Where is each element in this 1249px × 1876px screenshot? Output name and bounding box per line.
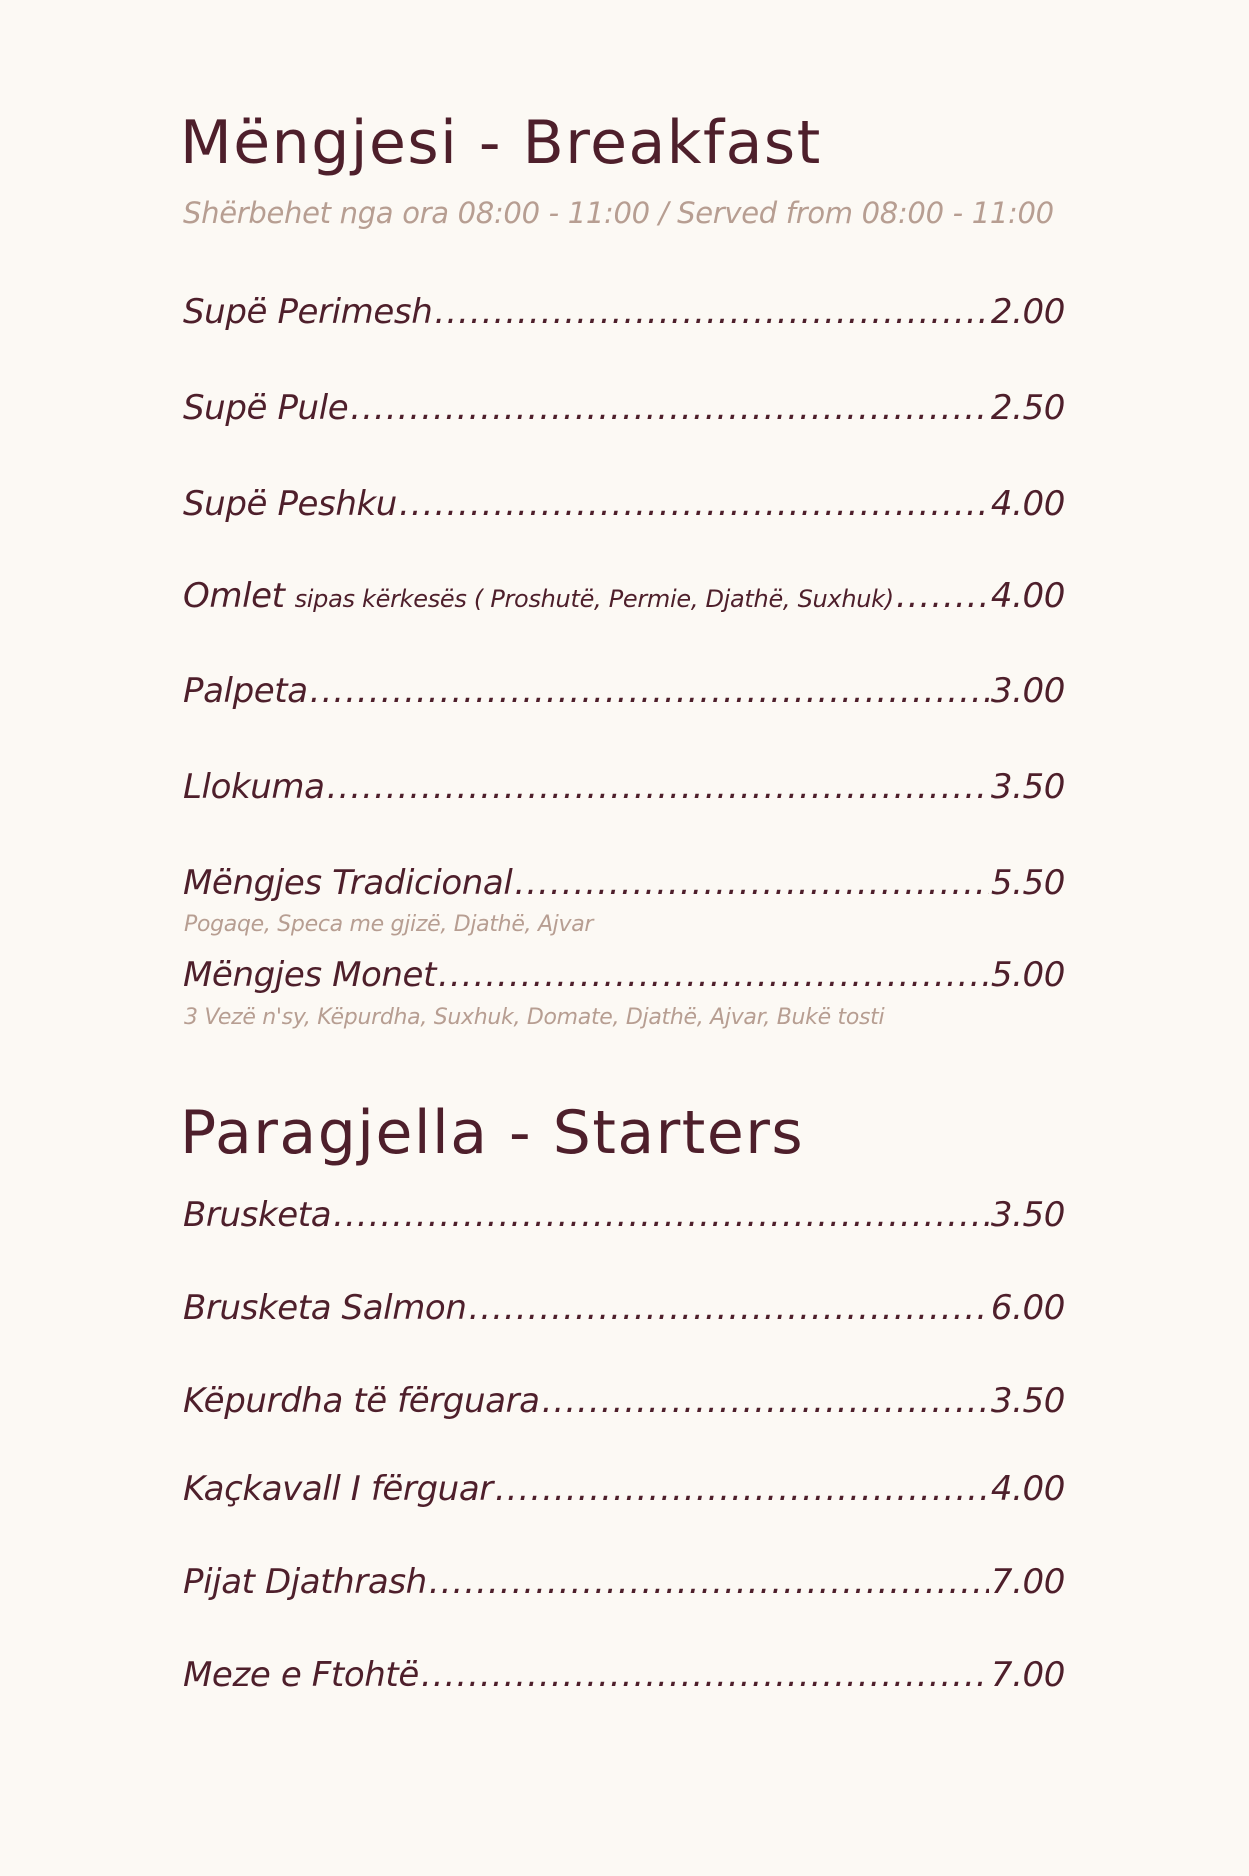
menu-item: [183, 863, 1065, 909]
item-price: 3.00: [990, 671, 1065, 711]
menu-item: [183, 955, 1065, 1001]
dot-leader: [327, 767, 989, 807]
item-name: Supë Pule: [183, 388, 349, 428]
item-price: 3.50: [990, 1381, 1065, 1421]
menu-item: [183, 388, 1065, 434]
item-name: Brusketa: [183, 1195, 332, 1235]
dot-leader: [421, 1655, 989, 1695]
item-price: 3.50: [990, 767, 1065, 807]
menu-item: [183, 1562, 1065, 1608]
menu-item: [183, 1469, 1065, 1515]
item-price: 3.50: [990, 1195, 1065, 1235]
menu-item: [183, 767, 1065, 813]
breakfast-serving-hours: Shërbehet nga ora 08:00 - 11:00 / Served from 08:00 - 11:00: [183, 196, 1054, 230]
item-name: Supë Peshku: [183, 484, 397, 524]
item-note: sipas kërkesës ( Proshutë, Permie, Djathë, Suxhuk): [294, 585, 894, 613]
menu-item: [183, 1655, 1065, 1701]
item-name: Brusketa Salmon: [183, 1288, 467, 1328]
item-name: Omlet: [183, 576, 285, 616]
item-price: 2.50: [990, 388, 1065, 428]
item-name: Supë Perimesh: [183, 292, 433, 332]
item-price: 7.00: [990, 1655, 1065, 1695]
item-name: Mëngjes Tradicional: [183, 863, 513, 903]
item-price: 4.00: [990, 1469, 1065, 1509]
item-name: Këpurdha të fërguara: [183, 1381, 540, 1421]
dot-leader: [514, 863, 988, 903]
item-price: 6.00: [990, 1288, 1065, 1328]
dot-leader: [399, 484, 989, 524]
dot-leader: [429, 1562, 989, 1602]
item-name: Palpeta: [183, 671, 308, 711]
item-name: Pijat Djathrash: [183, 1562, 427, 1602]
dot-leader: [438, 955, 989, 995]
dot-leader: [495, 1469, 989, 1509]
dot-leader: [310, 671, 989, 711]
breakfast-section-title: Mëngjesi - Breakfast: [180, 108, 822, 178]
item-name: Kaçkavall I fërguar: [183, 1469, 493, 1509]
item-price: 7.00: [990, 1562, 1065, 1602]
item-price: 4.00: [990, 576, 1065, 616]
item-price: 5.50: [990, 863, 1065, 903]
item-name: Mëngjes Monet: [183, 955, 437, 995]
menu-item: [183, 484, 1065, 530]
menu-item: [183, 1288, 1065, 1334]
dot-leader: [896, 576, 989, 616]
dot-leader: [542, 1381, 989, 1421]
dot-leader: [333, 1195, 989, 1235]
item-name: Llokuma: [183, 767, 325, 807]
item-name: Meze e Ftohtë: [183, 1655, 419, 1695]
item-price: 4.00: [990, 484, 1065, 524]
starters-section-title: Paragjella - Starters: [180, 1098, 805, 1168]
item-price: 5.00: [990, 955, 1065, 995]
item-description: Pogaqe, Speca me gjizë, Djathë, Ajvar: [184, 912, 594, 937]
menu-item: [183, 1381, 1065, 1427]
item-price: 2.00: [990, 292, 1065, 332]
dot-leader: [434, 292, 989, 332]
menu-item: [183, 292, 1065, 338]
menu-item: [183, 671, 1065, 717]
item-description: 3 Vezë n'sy, Këpurdha, Suxhuk, Domate, Djathë, Ajvar, Bukë tosti: [184, 1005, 885, 1030]
dot-leader: [468, 1288, 988, 1328]
menu-item: [183, 1195, 1065, 1241]
menu-item: [183, 576, 1065, 622]
dot-leader: [350, 388, 989, 428]
